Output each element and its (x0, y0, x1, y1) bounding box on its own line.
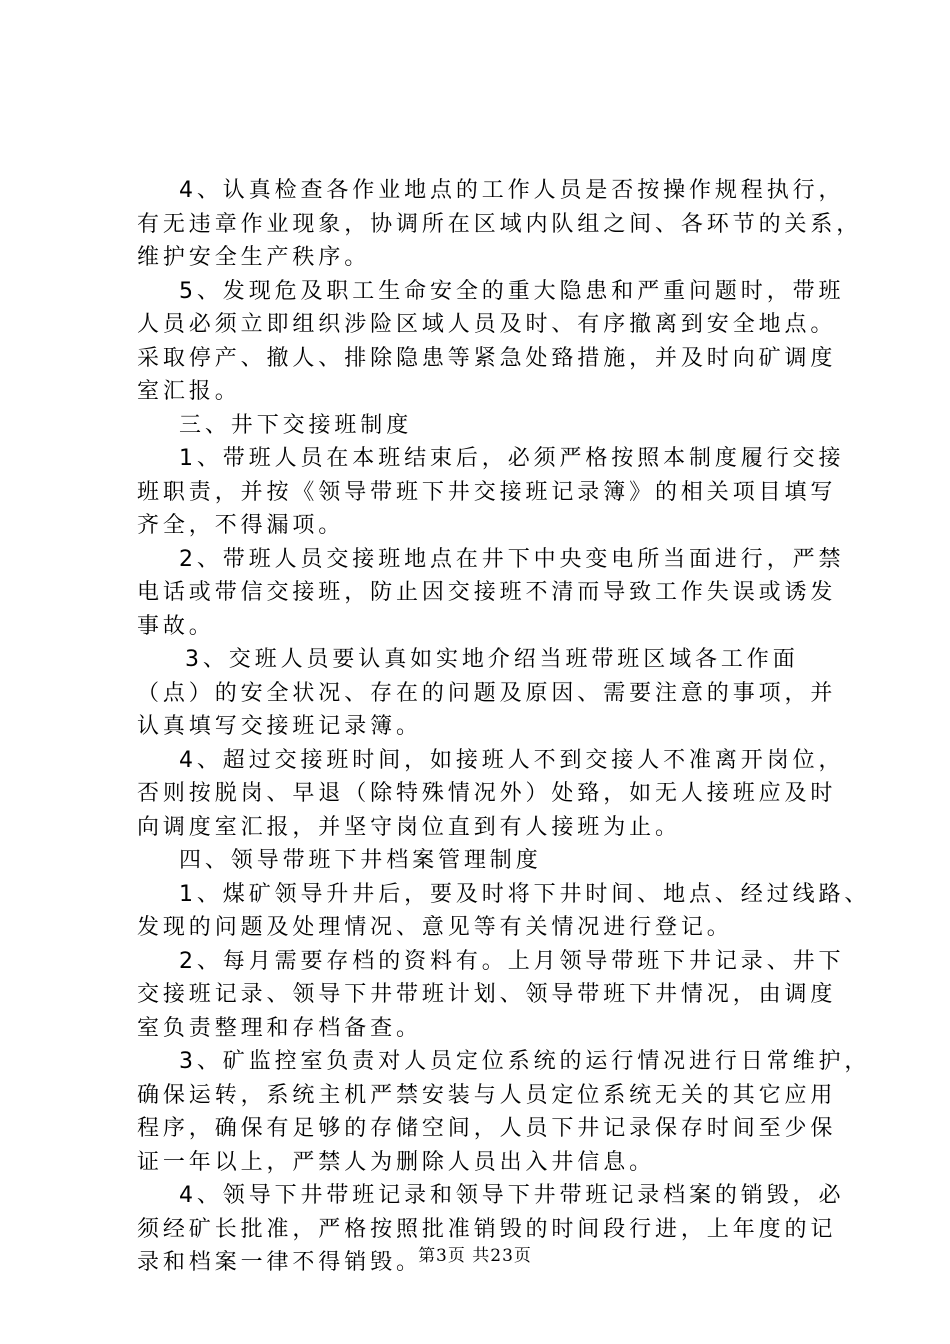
text-line: 室负责整理和存档备查。 (137, 1015, 422, 1041)
text-line: 有无违章作业现象，协调所在区域内队组之间、各环节的关系， (137, 211, 863, 237)
text-line: 电话或带信交接班，防止因交接班不清而导致工作失误或诱发 (137, 580, 837, 605)
text-line: 4、领导下井带班记录和领导下井带班记录档案的销毁，必 (179, 1183, 845, 1208)
text-line: 程序，确保有足够的存储空间，人员下井记录保存时间至少保 (137, 1116, 837, 1141)
text-line: 班职责，并按《领导带班下井交接班记录簿》的相关项目填写 (137, 479, 837, 505)
page-number-footer: 第3页 共23页 (418, 1246, 532, 1266)
text-line: 认真填写交接班记录簿。 (137, 714, 422, 739)
section-heading: 三、井下交接班制度 (179, 412, 413, 438)
text-line: 发现的问题及处理情况、意见等有关情况进行登记。 (137, 915, 733, 940)
text-line: （点）的安全状况、存在的问题及原因、需要注意的事项，并 (137, 680, 837, 706)
text-line: 4、认真检查各作业地点的工作人员是否按操作规程执行， (179, 178, 845, 203)
text-line: 齐全，不得漏项。 (137, 513, 345, 538)
text-line: 5、发现危及职工生命安全的重大隐患和严重问题时，带班 (179, 278, 845, 304)
text-line: 1、带班人员在本班结束后，必须严格按照本制度履行交接 (179, 446, 845, 471)
text-line: 4、超过交接班时间，如接班人不到交接人不准离开岗位， (179, 747, 845, 773)
text-line: 交接班记录、领导下井带班计划、领导带班下井情况，由调度 (137, 982, 837, 1007)
text-line: 否则按脱岗、早退（除特殊情况外）处臵，如无人接班应及时 (137, 781, 837, 806)
text-line: 室汇报。 (137, 379, 241, 404)
text-line: 事故。 (137, 613, 215, 639)
text-line: 2、每月需要存档的资料有。上月领导带班下井记录、井下 (179, 948, 845, 974)
text-line: 3、矿监控室负责对人员定位系统的运行情况进行日常维护， (179, 1049, 871, 1074)
text-line: 2、带班人员交接班地点在井下中央变电所当面进行，严禁 (179, 546, 845, 572)
text-line: 人员必须立即组织涉险区域人员及时、有序撤离到安全地点。 (137, 312, 837, 337)
text-line: 证一年以上，严禁人为删除人员出入井信息。 (137, 1149, 656, 1175)
text-line: 录和档案一律不得销毁。 (137, 1250, 422, 1275)
text-line: 向调度室汇报，并坚守岗位直到有人接班为止。 (137, 814, 681, 840)
text-line: 1、煤矿领导升井后，要及时将下井时间、地点、经过线路、 (179, 881, 871, 907)
text-line: 须经矿长批准，严格按照批准销毁的时间段行进，上年度的记 (137, 1216, 837, 1242)
text-line: 确保运转，系统主机严禁安装与人员定位系统无关的其它应用 (137, 1082, 837, 1108)
document-body (137, 174, 871, 1280)
section-heading: 四、领导带班下井档案管理制度 (179, 848, 542, 873)
text-line: 维护安全生产秩序。 (137, 245, 371, 270)
text-line: 采取停产、撤人、排除隐患等紧急处臵措施，并及时向矿调度 (137, 345, 837, 371)
text-line: 3、交班人员要认真如实地介绍当班带班区域各工作面 (185, 647, 799, 672)
